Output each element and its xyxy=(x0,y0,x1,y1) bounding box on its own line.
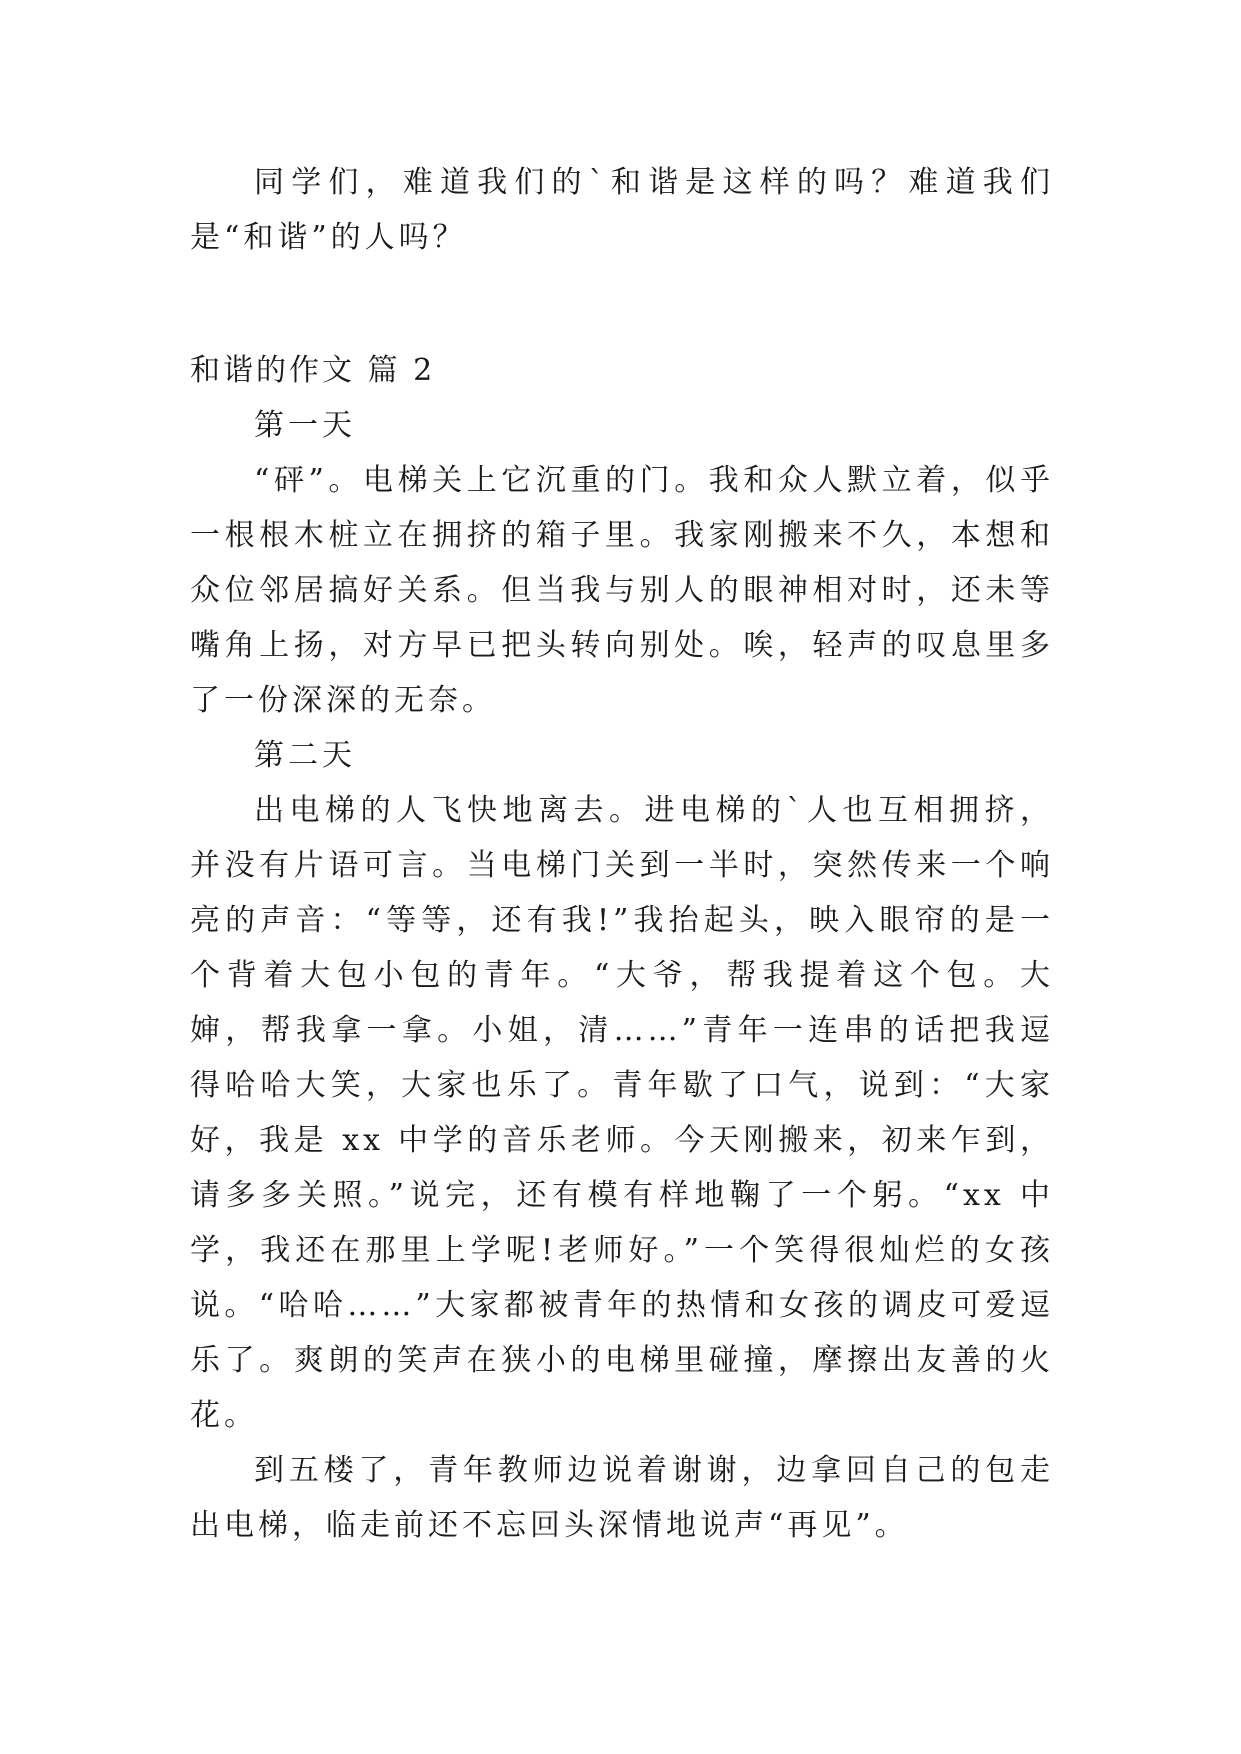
paragraph-day-one-body: “砰”。电梯关上它沉重的门。我和众人默立着，似乎一根根木桩立在拥挤的箱子里。我家刚搬来不久，本想和众位邻居搞好关系。但当我与别人的眼神相对时，还未等嘴角上扬，对方早已把头转向别处。唉，轻声的叹息里多了一份深深的无奈。 xyxy=(190,463,1054,718)
section-heading: 和谐的作文 篇 2 xyxy=(190,353,436,388)
paragraph-fifth-floor: 到五楼了，青年教师边说着谢谢，边拿回自己的包走出电梯，临走前还不忘回头深情地说声“再见”。 xyxy=(190,1453,1054,1543)
intro-paragraph: 同学们，难道我们的`和谐是这样的吗？难道我们是“和谐”的人吗？ xyxy=(190,165,1054,255)
paragraph-day-two-title: 第二天 xyxy=(254,738,356,773)
section-heading-wrap xyxy=(190,343,1054,398)
intro-section xyxy=(190,155,1054,265)
paragraph-day-one-title: 第一天 xyxy=(254,408,356,443)
paragraph-day-two-body: 出电梯的人飞快地离去。进电梯的`人也互相拥挤，并没有片语可言。当电梯门关到一半时，突然传来一个响亮的声音：“等等，还有我!”我抬起头，映入眼帘的是一个背着大包小包的青年。“大爷，帮我提着这个包。大婶，帮我拿一拿。小姐，清……”青年一连串的话把我逗得哈哈大笑，大家也乐了。青年歇了口气，说到：“大家好，我是 xx 中学的音乐老师。今天刚搬来，初来乍到，请多多关照。”说完，还有模有样地鞠了一个躬。“xx 中学，我还在那里上学呢!老师好。”一个笑得很灿烂的女孩说。“哈哈……”大家都被青年的热情和女孩的调皮可爱逗乐了。爽朗的笑声在狭小的电梯里碰撞，摩擦出友善的火花。 xyxy=(190,793,1054,1433)
essay-body xyxy=(190,398,1054,1553)
